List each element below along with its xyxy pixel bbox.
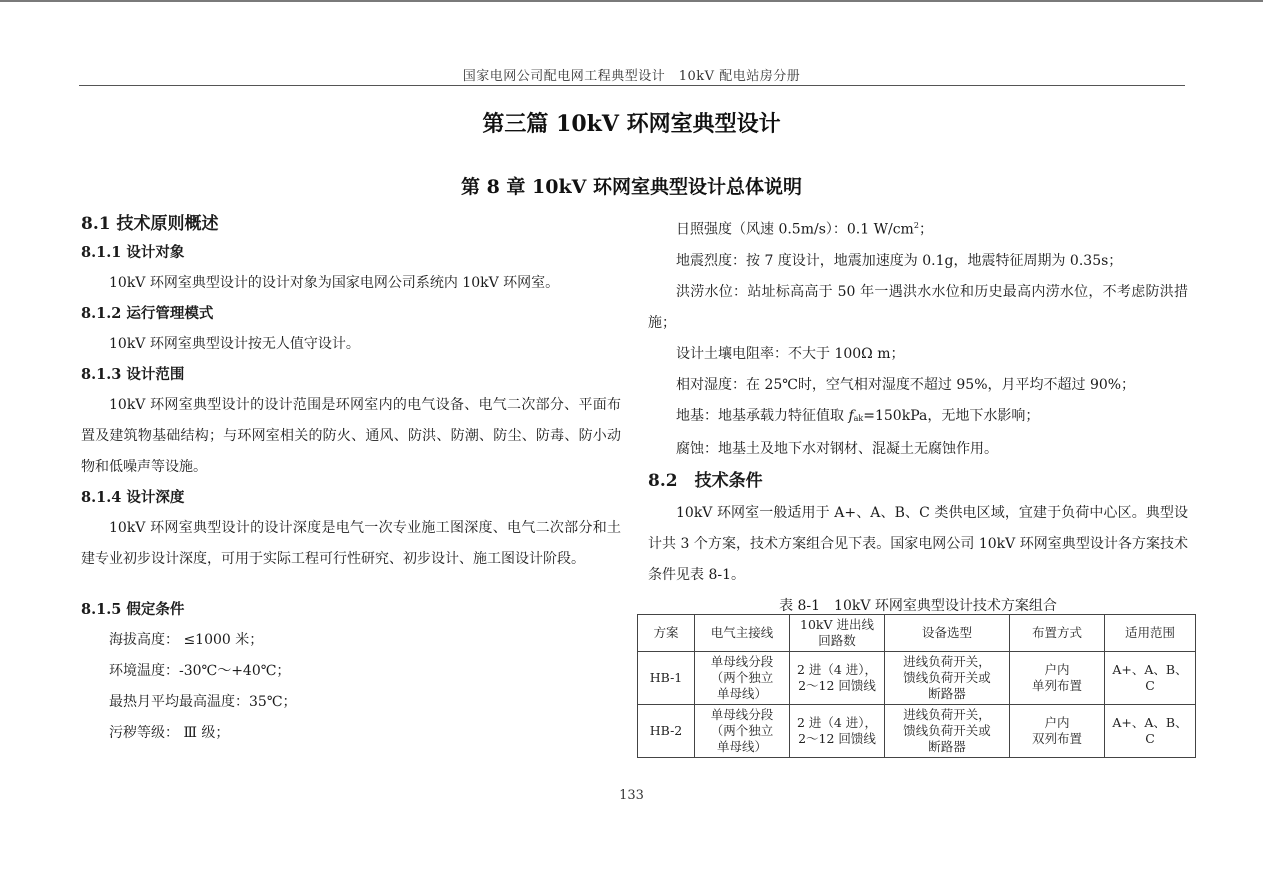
chapter-title: 第 8 章 10kV 环网室典型设计总体说明 bbox=[460, 176, 803, 198]
condition-foundation bbox=[648, 401, 1188, 434]
paragraph-design-depth: 10kV 环网室典型设计的设计深度是电气一次专业施工图深度、电气二次部分和土建专业初步设计深度，可用于实际工程可行性研究、初步设计、施工图设计阶段。 bbox=[81, 520, 621, 567]
condition-max-monthly-temperature: 最热月平均最高温度：35℃； bbox=[109, 694, 297, 710]
sunlight-suffix: ； bbox=[918, 221, 933, 238]
subsection-heading-8-1-5: 8.1.5 假定条件 bbox=[81, 601, 185, 618]
header-layout: 布置方式 bbox=[1010, 615, 1105, 652]
condition-sunlight bbox=[648, 210, 1188, 246]
header-main-wiring: 电气主接线 bbox=[695, 615, 790, 652]
cell-main-wiring: 单母线分段 （两个独立 单母线） bbox=[695, 705, 790, 758]
paragraph-operation-mode: 10kV 环网室典型设计按无人值守设计。 bbox=[109, 336, 360, 352]
header-scheme: 方案 bbox=[638, 615, 695, 652]
section-heading-8-1: 8.1 技术原则概述 bbox=[81, 214, 219, 234]
table-header-row bbox=[638, 615, 1196, 652]
condition-humidity: 相对湿度：在 25℃时，空气相对湿度不超过 95%，月平均不超过 90%； bbox=[676, 376, 1136, 393]
top-border bbox=[0, 0, 1263, 2]
condition-soil-resistivity: 设计土壤电阻率：不大于 100Ω m； bbox=[676, 345, 905, 362]
header-equipment: 设备选型 bbox=[885, 615, 1010, 652]
foundation-value: =150kPa，无地下水影响； bbox=[863, 407, 1040, 424]
condition-corrosion: 腐蚀：地基土及地下水对钢材、混凝土无腐蚀作用。 bbox=[676, 440, 998, 457]
table-caption: 表 8-1 10kV 环网室典型设计技术方案组合 bbox=[779, 597, 1057, 614]
header-divider bbox=[79, 85, 1185, 86]
foundation-subscript: ak bbox=[853, 413, 864, 423]
scheme-table bbox=[637, 614, 1196, 758]
cell-layout: 户内 单列布置 bbox=[1010, 652, 1105, 705]
cell-equipment: 进线负荷开关， 馈线负荷开关或 断路器 bbox=[885, 705, 1010, 758]
subsection-heading-8-1-1: 8.1.1 设计对象 bbox=[81, 244, 185, 261]
condition-ambient-temperature: 环境温度：-30℃～+40℃； bbox=[109, 663, 291, 679]
subsection-heading-8-1-3: 8.1.3 设计范围 bbox=[81, 366, 185, 383]
part-title: 第三篇 10kV 环网室典型设计 bbox=[482, 111, 781, 137]
cell-applicable-area: A+、A、B、C bbox=[1105, 652, 1196, 705]
condition-altitude: 海拔高度： ≤1000 米； bbox=[109, 632, 264, 648]
header-feeder-count: 10kV 进出线 回路数 bbox=[790, 615, 885, 652]
running-header: 国家电网公司配电网工程典型设计 10kV 配电站房分册 bbox=[462, 69, 801, 84]
table-row bbox=[638, 705, 1196, 758]
paragraph-design-scope: 10kV 环网室典型设计的设计范围是环网室内的电气设备、电气二次部分、平面布置及建筑物基础结构；与环网室相关的防火、通风、防洪、防潮、防尘、防毒、防小动物和低噪声等设施。 bbox=[81, 397, 621, 475]
sunlight-superscript: 2 bbox=[913, 221, 919, 230]
cell-scheme: HB-1 bbox=[638, 652, 695, 705]
condition-flood: 洪涝水位：站址标高高于 50 年一遇洪水水位和历史最高内涝水位，不考虑防洪措施； bbox=[648, 283, 1188, 331]
header-applicable-area: 适用范围 bbox=[1105, 615, 1196, 652]
sunlight-text: 日照强度（风速 0.5m/s）：0.1 W/cm bbox=[676, 221, 914, 238]
foundation-symbol: f bbox=[848, 407, 854, 424]
cell-applicable-area: A+、A、B、C bbox=[1105, 705, 1196, 758]
cell-main-wiring: 单母线分段 （两个独立 单母线） bbox=[695, 652, 790, 705]
foundation-text: 地基：地基承载力特征值取 bbox=[676, 407, 849, 424]
cell-equipment: 进线负荷开关， 馈线负荷开关或 断路器 bbox=[885, 652, 1010, 705]
condition-seismic: 地震烈度：按 7 度设计，地震加速度为 0.1g，地震特征周期为 0.35s； bbox=[676, 252, 1123, 269]
condition-pollution-level: 污秽等级： Ⅲ 级； bbox=[109, 725, 230, 741]
subsection-heading-8-1-2: 8.1.2 运行管理模式 bbox=[81, 305, 214, 322]
table-row bbox=[638, 652, 1196, 705]
page-number: 133 bbox=[619, 788, 644, 803]
cell-scheme: HB-2 bbox=[638, 705, 695, 758]
subsection-heading-8-1-4: 8.1.4 设计深度 bbox=[81, 489, 185, 506]
cell-layout: 户内 双列布置 bbox=[1010, 705, 1105, 758]
paragraph-design-object: 10kV 环网室典型设计的设计对象为国家电网公司系统内 10kV 环网室。 bbox=[109, 275, 560, 291]
cell-feeder-count: 2 进（4 进）， 2～12 回馈线 bbox=[790, 705, 885, 758]
paragraph-technical-conditions: 10kV 环网室一般适用于 A+、A、B、C 类供电区域，宜建于负荷中心区。典型设计共 3 个方案，技术方案组合见下表。国家电网公司 10kV 环网室典型设计各方案技术条件见表 8-1。 bbox=[648, 504, 1188, 583]
cell-feeder-count: 2 进（4 进）， 2～12 回馈线 bbox=[790, 652, 885, 705]
right-column bbox=[648, 210, 1188, 621]
left-column bbox=[81, 210, 621, 749]
section-heading-8-2: 8.2 技术条件 bbox=[648, 470, 763, 491]
